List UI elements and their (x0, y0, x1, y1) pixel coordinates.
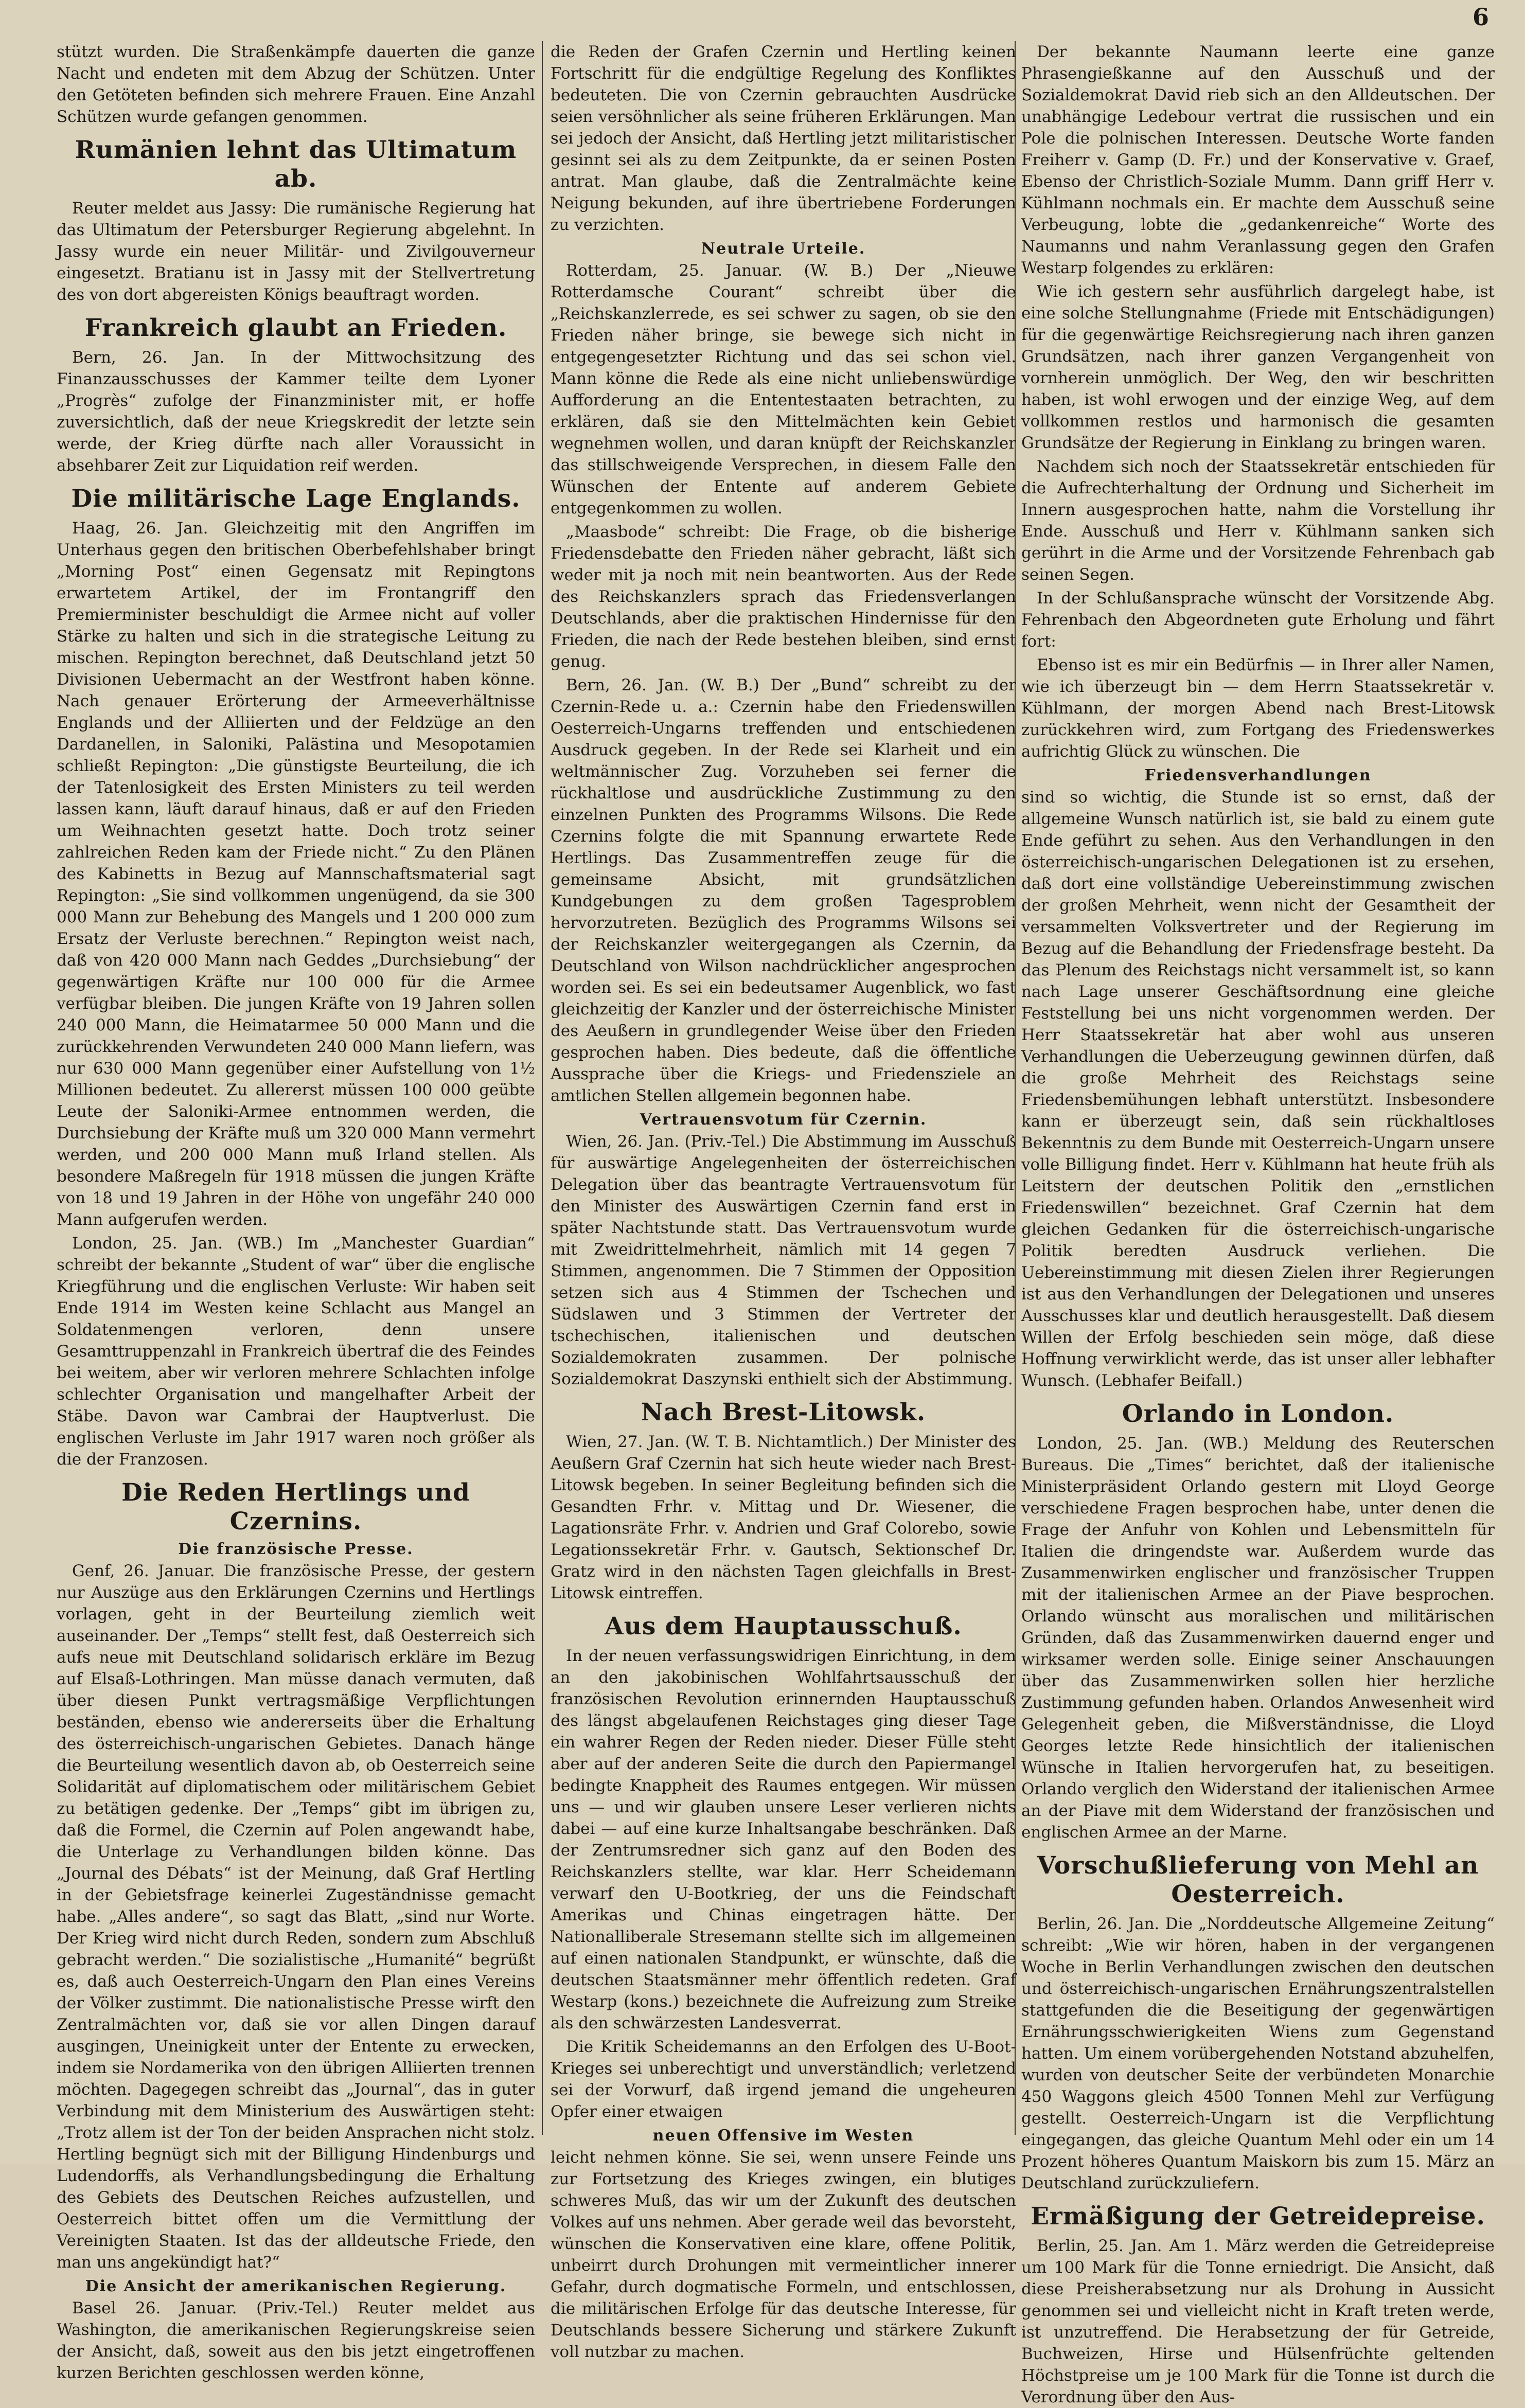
column-3 (1021, 41, 1495, 2406)
column-2 (551, 41, 1016, 2361)
headline-getreide: Ermäßigung der Getreidepreise. (1031, 2202, 1485, 2231)
article-text: Wien, 26. Jan. (Priv.-Tel.) Die Abstimmung im Ausschuß für auswärtige Angelegenheiten der österreichischen Delegation über das beantragte Vertrauensvotum für den Minister des Auswärtigen Czernin fand erst in später Nachtstunde statt. Das Vertrauensvotum wurde mit Zweidrittelmehrheit, nämlich mit 14 gegen 7 Stimmen, angenommen. Die 7 Stimmen der Opposition setzen sich aus 4 Stimmen der Tschechen und Südslawen und 3 Stimmen der Vertreter der tschechischen, italienischen und deutschen Sozialdemokraten zusammen. Der polnische Sozialdemokrat Daszynski enthielt sich der Abstimmung. (551, 1132, 1016, 1388)
article-text: Nachdem sich noch der Staatssekretär entschieden für die Aufrechterhaltung der Ordnung und Sicherheit im Innern ausgesprochen hatte, nahm die Vorstellung ihr Ende. Ausschuß und Herr v. Kühlmann sanken sich gerührt in die Arme und der Vorsitzende Fehrenbach gab seinen Segen. (1021, 457, 1495, 584)
article-continuation: stützt wurden. Die Straßenkämpfe dauerten die ganze Nacht und endeten mit dem Abzug der Schützen. Unter den Getöteten befinden sich mehrere Frauen. Eine Anzahl Schützen wurde gefangen genommen. (57, 43, 535, 126)
article-text: Basel 26. Januar. (Priv.-Tel.) Reuter meldet aus Washington, die amerikanischen Regierungskreise seien der Ansicht, daß, soweit aus den bis jetzt eingetroffenen kurzen Berichten geschlossen werden könne, (57, 2299, 535, 2382)
headline-orlando: Orlando in London. (1122, 1400, 1394, 1428)
article-text: Ebenso ist es mir ein Bedürfnis — in Ihrer aller Namen, wie ich überzeugt bin — dem Herrn Staatssekretär v. Kühlmann, der morgen Abend nach Brest-Litowsk zurückkehren wird, zum Fortgang des Friedenswerkes aufrichtig Glück zu wünschen. Die (1021, 656, 1495, 761)
subheading-vertrauen: Vertrauensvotum für Czernin. (640, 1111, 927, 1129)
article-text: Berlin, 25. Jan. Am 1. März werden die Getreidepreise um 100 Mark für die Tonne erniedrigt. Die Ansicht, daß diese Preisherabsetzung nur als Drohung in Aussicht genommen sei und vielleicht nicht in Kraft treten werde, ist unzutreffend. Die Herabsetzung der für Getreide, Buchweizen, Hirse und Hülsenfrüchte geltenden Höchstpreise um je 100 Mark für die Tonne ist durch die Verordnung über den Aus- (1021, 2237, 1495, 2406)
subheading-amerika: Die Ansicht der amerikanischen Regierung. (85, 2277, 507, 2295)
article-text: sind so wichtig, die Stunde ist so ernst, daß der allgemeine Wunsch natürlich ist, sie bald zu einem gute Ende geführt zu sehen. Aus den Verhandlungen in den österreichisch-ungarischen Delegationen ist zu ersehen, daß dort eine vollständige Uebereinstimmung zwischen der großen Mehrheit, wenn nicht der Gesamtheit der versammelten Volksvertreter und der Regierung im Bezug auf die Behandlung der Friedensfrage besteht. Da das Plenum des Reichstags nicht versammelt ist, so kann nach Lage unserer Geschäftsordnung eine gleiche Feststellung bei uns nicht vorgenommen werden. Der Herr Staatssekretär hat aber wohl aus unseren Verhandlungen die Ueberzeugung gewinnen dürfen, daß die große Mehrheit des Reichstags seine Friedensbemühungen lebhaft unterstützt. Insbesondere kann er überzeugt sein, daß sein rückhaltloses Bekenntnis zu dem Bunde mit Oesterreich-Ungarn unsere volle Billigung findet. Herr v. Kühlmann hat heute früh als Leitstern der deutschen Politik den „ernstlichen Friedenswillen“ bezeichnet. Graf Czernin hat dem gleichen Gedanken für die österreichisch-ungarische Politik beredten Ausdruck verliehen. Die Uebereinstimmung mit diesen Zielen ihrer Regierungen ist aus den Verhandlungen der Delegationen und unseres Ausschusses klar und deutlich herausgestellt. Daß diesem Willen der Erfolg beschieden sein möge, daß diese Hoffnung verwirklicht werde, das ist unser aller lebhafter Wunsch. (Lebhafer Beifall.) (1021, 788, 1495, 1390)
headline-rumaenien: Rumänien lehnt das Ultimatum ab. (75, 136, 517, 193)
article-text: Reuter meldet aus Jassy: Die rumänische Regierung hat das Ultimatum der Petersburger Regierung abgelehnt. In Jassy wurde ein neuer Militär- und Zivilgouverneur eingesetzt. Bratianu ist in Jassy mit der Stellvertretung des von dort abgereisten Königs beauftragt worden. (57, 199, 535, 304)
article-text: leicht nehmen könne. Sie sei, wenn unsere Feinde uns zur Fortsetzung des Krieges zwingen, ein blutiges schweres Muß, das wir um der Zukunft des deutschen Volkes auf uns nehmen. Aber gerade weil das bevorsteht, wünschen die Konservativen eine klare, offene Politik, unbeirrt durch Drohungen mit vermeintlicher innerer Gefahr, durch dogmatische Formeln, und entschlossen, die militärischen Erfolge für das deutsche Interesse, für Deutschlands bessere Sicherung und stärkere Zukunft voll nutzbar zu machen. (551, 2148, 1016, 2361)
article-text: Bern, 26. Jan. In der Mittwochsitzung des Finanzausschusses der Kammer teilte dem Lyoner „Progrès“ zufolge der Finanzminister mit, er hoffe zuversichtlich, daß der neue Kriegskredit der letzte sein werde, der Krieg dürfte nach aller Voraussicht in absehbarer Zeit zur Liquidation reif werden. (57, 348, 535, 475)
article-text: Bern, 26. Jan. (W. B.) Der „Bund“ schreibt zu der Czernin-Rede u. a.: Czernin habe den Friedenswillen Oesterreich-Ungarns treffenden und entschiedenen Ausdruck gegeben. In der Rede sei Klarheit und ein weltmännischer Zug. Vorzuheben sei ferner die rückhaltlose und ausdrückliche Zustimmung zu den einzelnen Punkten des Programms Wilsons. Die Rede Czernins folgte die mit Spannung erwartete Rede Hertlings. Das Zusammentreffen zeuge für die gemeinsame Absicht, mit grundsätzlichen Kundgebungen zu dem großen Tagesproblem hervorzutreten. Bezüglich des Programms Wilsons sei der Reichskanzler weitergegangen als Czernin, da Deutschland von Wilson nachdrücklicher angesprochen worden sei. Es sei ein bedeutsamer Augenblick, wo fast gleichzeitig der Kanzler und der österreichische Minister des Aeußern in grundlegender Weise über den Frieden gesprochen haben. Dies bedeute, daß die öffentliche Aussprache über die Kriegs- und Friedensziele an amtlichen Stellen allgemein begonnen habe. (551, 676, 1016, 1105)
subheading-neutrale: Neutrale Urteile. (701, 240, 866, 258)
subheading-offensive: neuen Offensive im Westen (652, 2127, 914, 2145)
article-text: Haag, 26. Jan. Gleichzeitig mit den Angriffen im Unterhaus gegen den britischen Oberbefehlshaber bringt „Morning Post“ einen Gegensatz mit Repingtons erwartetem Artikel, der im Frontangriff den Premierminister beschuldigt die Armee nicht auf voller Stärke zu halten und sich in die strategische Leitung zu mischen. Repington berechnet, daß Deutschland jetzt 50 Divisionen Uebermacht an der Westfront haben könne. Nach genauer Erörterung der Armeeverhältnisse Englands und der Alliierten und der Feldzüge an den Dardanellen, in Saloniki, Palästina und Mesopotamien schließt Repington: „Die günstigste Beurteilung, die ich der Tatenlosigkeit des Ersten Ministers zu teil werden lassen kann, läuft darauf hinaus, daß er auf den Frieden um Weihnachten gesetzt hatte. Doch trotz seiner zahlreichen Reden kam der Friede nicht.“ Zu den Plänen des Kabinetts in Bezug auf Mannschaftsmaterial sagt Repington: „Sie sind vollkommen ungenügend, da sie 300 000 Mann zur Behebung des Mangels und 1 200 000 zum Ersatz der Verluste berechnen.“ Repington weist nach, daß von 420 000 Mann nach Geddes „Durchsiebung“ der gegenwärtigen Kräfte nur 100 000 für die Armee verfügbar bleiben. Die jungen Kräfte von 19 Jahren sollen 240 000 Mann, die Heimatarmee 50 000 Mann und die zurückkehrenden Verwundeten 240 000 Mann liefern, was nur 630 000 Mann gegenüber einer Aufstellung von 1½ Millionen bedeutet. Zu allererst müssen 100 000 geübte Leute der Saloniki-Armee entnommen werden, die Durchsiebung der Kräfte muß um 320 000 Mann vermehrt werden, und 200 000 Mann muß Irland stellen. Als besondere Maßregeln für 1918 müssen die jungen Kräfte von 18 und 19 Jahren in der Höhe von ungefähr 240 000 Mann aufgerufen werden. (57, 519, 535, 1229)
headline-mehl: Vorschußlieferung von Mehl an Oesterreich. (1037, 1851, 1479, 1908)
headline-hauptausschuss: Aus dem Hauptausschuß. (605, 1612, 962, 1640)
article-text: Berlin, 26. Jan. Die „Norddeutsche Allgemeine Zeitung“ schreibt: „Wie wir hören, haben in der vergangenen Woche in Berlin Verhandlungen zwischen den deutschen und österreichisch-ungarischen Ernährungszentralstellen stattgefunden die die Beseitigung der gegenwärtigen Ernährungsschwierigkeiten Wiens zum Gegenstand hatten. Um einem vorübergehenden Notstand abzuhelfen, wurden von deutscher Seite der verbündeten Monarchie 450 Waggons gleich 4500 Tonnen Mehl zur Verfügung gestellt. Oesterreich-Ungarn ist die Verpflichtung eingegangen, das gleiche Quantum Mehl oder ein um 14 Prozent höheres Quantum Maiskorn bis zum 15. März an Deutschland zurückzuliefern. (1021, 1915, 1495, 2192)
article-text: „Maasbode“ schreibt: Die Frage, ob die bisherige Friedensdebatte den Frieden näher gebracht, läßt sich weder mit ja noch mit nein beantworten. Aus der Rede des Reichskanzlers sprach das Friedensverlangen Deutschlands, aber die praktischen Hindernisse für den Frieden, die nach der Rede bestehen bleiben, sind ernst genug. (551, 523, 1016, 671)
column-rule (542, 41, 543, 2135)
article-text: Rotterdam, 25. Januar. (W. B.) Der „Nieuwe Rotterdamsche Courant“ schreibt über die „Reichskanzlerrede, es sei schwer zu sagen, ob sie den Frieden näher bringe, sie bewege sich nicht in entgegengesetzter Richtung und das sei schon viel. Mann könne die Rede als eine nicht unliebenswürdige Aufforderung an die Ententestaaten betrachten, zu erklären, daß sie den Mittelmächten kein Gebiet wegnehmen wollen, und daran knüpft der Reichskanzler das stillschweigende Versprechen, in diesem Falle den Wünschen der Entente auf anderem Gebiete entgegenkommen zu wollen. (551, 261, 1016, 518)
headline-frankreich: Frankreich glaubt an Frieden. (84, 314, 507, 342)
article-text: Genf, 26. Januar. Die französische Presse, der gestern nur Auszüge aus den Erklärungen Czernins und Hertlings vorlagen, geht in der Beurteilung ziemlich weit auseinander. Der „Temps“ stellt fest, daß Oesterreich sich aufs neue mit Deutschland solidarisch erkläre im Bezug auf Elsaß-Lothringen. Man müsse danach vermuten, daß über diesen Punkt vertragsmäßige Verpflichtungen beständen, ebenso wie andererseits über die Erhaltung des österreichisch-ungarischen Gebietes. Danach hänge die Beurteilung wesentlich davon ab, ob Oesterreich seine Solidarität auf diplomatischem oder militärischem Gebiet zu betätigen gedenke. Der „Temps“ gibt im übrigen zu, daß die Formel, die Czernin auf Polen angewandt habe, die Unterlage zu Verhandlungen bilden könne. Das „Journal des Débats“ ist der Meinung, daß Graf Hertling in der Gebietsfrage keinerlei Zugeständnisse gemacht habe. „Alles andere“, so sagt das Blatt, „sind nur Worte. Der Krieg wird nicht durch Reden, sondern zum Abschluß gebracht werden.“ Die sozialistische „Humanité“ begrüßt es, daß auch Oesterreich-Ungarn den Plan eines Vereins der Völker zustimmt. Die nationalistische Presse wirft den Zentralmächten vor, daß sie vor allen Dingen darauf ausgingen, Uneinigkeit unter der Entente zu erwecken, indem sie Nordamerika von den übrigen Alliierten trennen möchten. Dagegegen schreibt das „Journal“, das in guter Verbindung mit dem Ministerium des Auswärtigen steht: „Trotz allem ist der Ton der beiden Ansprachen nicht stolz. Hertling begnügt sich mit der Billigung Hindenburgs und Ludendorffs, als Verhandlungsbedingung die Erhaltung des Gebiets des Deutschen Reiches aufzustellen, und Oesterreich bittet offen um die Vermittlung der Vereinigten Staaten. Ist das der alldeutsche Friede, den man uns angekündigt hat?“ (57, 1562, 535, 2272)
article-text: Wie ich gestern sehr ausführlich dargelegt habe, ist eine solche Stellungnahme (Friede mit Entschädigungen) für die gegenwärtige Reichsregierung nach ihren ganzen Grundsätzen, nach ihrer ganzen Vergangenheit von vornherein unmöglich. Der Weg, den wir beschritten haben, ist wohl erwogen und der einzige Weg, auf dem vollkommen restlos und harmonisch die gesamten Grundsätze der Regierung in Einklang zu bringen waren. (1021, 282, 1495, 452)
headline-england: Die militärische Lage Englands. (71, 485, 521, 513)
page-number: 6 (1472, 3, 1489, 31)
article-text: In der Schlußansprache wünscht der Vorsitzende Abg. Fehrenbach den Abgeordneten gute Erholung und fährt fort: (1021, 589, 1495, 651)
headline-brest: Nach Brest-Litowsk. (641, 1398, 926, 1426)
article-continuation: die Reden der Grafen Czernin und Hertling keinen Fortschritt für die endgültige Regelung des Konfliktes bedeuteten. Die von Czernin gebrauchten Ausdrücke seien versöhnlicher als seine früheren Erklärungen. Man sei jedoch der Ansicht, daß Hertling jetzt militaristischer gesinnt sei als zu dem Zeitpunkte, da er seinen Posten antrat. Man glaube, daß die Zentralmächte keine Neigung bekunden, auf ihre übertriebene Forderungen zu verzichten. (551, 43, 1016, 234)
article-text: In der neuen verfassungswidrigen Einrichtung, in dem an den jakobinischen Wohlfahrtsausschuß der französischen Revolution erinnernden Hauptausschuß des längst abgelaufenen Reichstages ging dieser Tage ein wahrer Regen der Reden nieder. Dieser Fülle steht aber auf der anderen Seite die durch den Papiermangel bedingte Knappheit des Raumes entgegen. Wir müssen uns — und wir glauben unsere Leser verlieren nichts dabei — auf eine kurze Inhaltsangabe beschränken. Daß der Zentrumsredner sich ganz auf den Boden des Reichskanzlers stellte, war klar. Herr Scheidemann verwarf den U-Bootkrieg, der uns die Feindschaft Amerikas und Chinas eingetragen hätte. Der Nationalliberale Stresemann stellte sich im allgemeinen auf einen nationalen Standpunkt, er wünschte, daß die deutschen Staatsmänner mehr öffentlich redeten. Graf Westarp (kons.) bezeichnete die Aufreizung zum Streike als den schwärzesten Landesverrat. (551, 1647, 1016, 2032)
article-text: Wien, 27. Jan. (W. T. B. Nichtamtlich.) Der Minister des Aeußern Graf Czernin hat sich heute wieder nach Brest-Litowsk begeben. In seiner Begleitung befinden sich die Gesandten Frhr. v. Mittag und Dr. Wiesener, die Lagationsräte Frhr. v. Andrien und Graf Colorebo, sowie Legationssekretär Frhr. v. Gautsch, Sektionschef Dr. Gratz wird in den nächsten Tagen gleichfalls in Brest-Litowsk eintreffen. (551, 1433, 1016, 1602)
article-text: London, 25. Jan. (WB.) Im „Manchester Guardian“ schreibt der bekannte „Student of war“ über die englische Kriegführung und die englischen Verluste: Wir haben seit Ende 1914 im Westen keine Schlacht aus Mangel an Soldatenmengen verloren, denn unsere Gesamttruppenzahl in Frankreich übertraf die des Feindes bei weitem, aber wir verloren mehrere Schlachten infolge schlechter Organisation und mangelhafter Arbeit der Stäbe. Davon war Cambrai der Hauptverlust. Die englischen Verluste im Jahr 1917 waren noch größer als die der Franzosen. (57, 1234, 535, 1469)
subheading-friedens: Friedensverhandlungen (1144, 766, 1372, 784)
subheading-presse: Die französische Presse. (178, 1540, 414, 1558)
article-text: Die Kritik Scheidemanns an den Erfolgen des U-Boot-Krieges sei unberechtigt und unverständlich; verletzend sei der Vorwurf, daß irgend jemand die ungeheuren Opfer einer etwaigen (551, 2038, 1016, 2121)
article-continuation: Der bekannte Naumann leerte eine ganze Phrasengießkanne auf den Ausschuß und der Sozialdemokrat David rieb sich an den Alldeutschen. Der unabhängige Ledebour vertrat die russischen und ein Pole die polnischen Interessen. Deutsche Worte fanden Freiherr v. Gamp (D. Fr.) und der Konservative v. Graef, Ebenso der Christlich-Soziale Mumm. Dann griff Herr v. Kühlmann nochmals ein. Er machte dem Ausschuß seine Verbeugung, lobte die „gedankenreiche“ Worte des Naumanns und nahm Veranlassung gegen den Grafen Westarp folgendes zu erklären: (1021, 43, 1495, 277)
column-1 (57, 41, 535, 2382)
article-text: London, 25. Jan. (WB.) Meldung des Reuterschen Bureaus. Die „Times“ berichtet, daß der italienische Ministerpräsident Orlando gestern mit Lloyd George verschiedene Fragen besprochen habe, unter denen die Frage der Anfuhr von Kohlen und Lebensmitteln für Italien die dringendste war. Außerdem wurde das Zusammenwirken englischer und französischer Truppen mit der italienischen Armee an der Piave besprochen. Orlando wünscht aus moralischen und militärischen Gründen, daß das Zusammenwirken dauernd enger und wirksamer werden solle. Einige seiner Anschauungen über das Zusammenwirken sollen hier herzliche Zustimmung gefunden haben. Orlandos Anwesenheit wird Gelegenheit geben, die Mißverständnisse, die Lloyd Georges letzte Rede hinsichtlich der italienischen Wünsche in Italien hervorgerufen hat, zu beseitigen. Orlando verglich den Widerstand der italienischen Armee an der Piave mit dem Widerstand der französischen und englischen Armee an der Marne. (1021, 1434, 1495, 1842)
headline-reden: Die Reden Hertlings und Czernins. (121, 1478, 470, 1536)
